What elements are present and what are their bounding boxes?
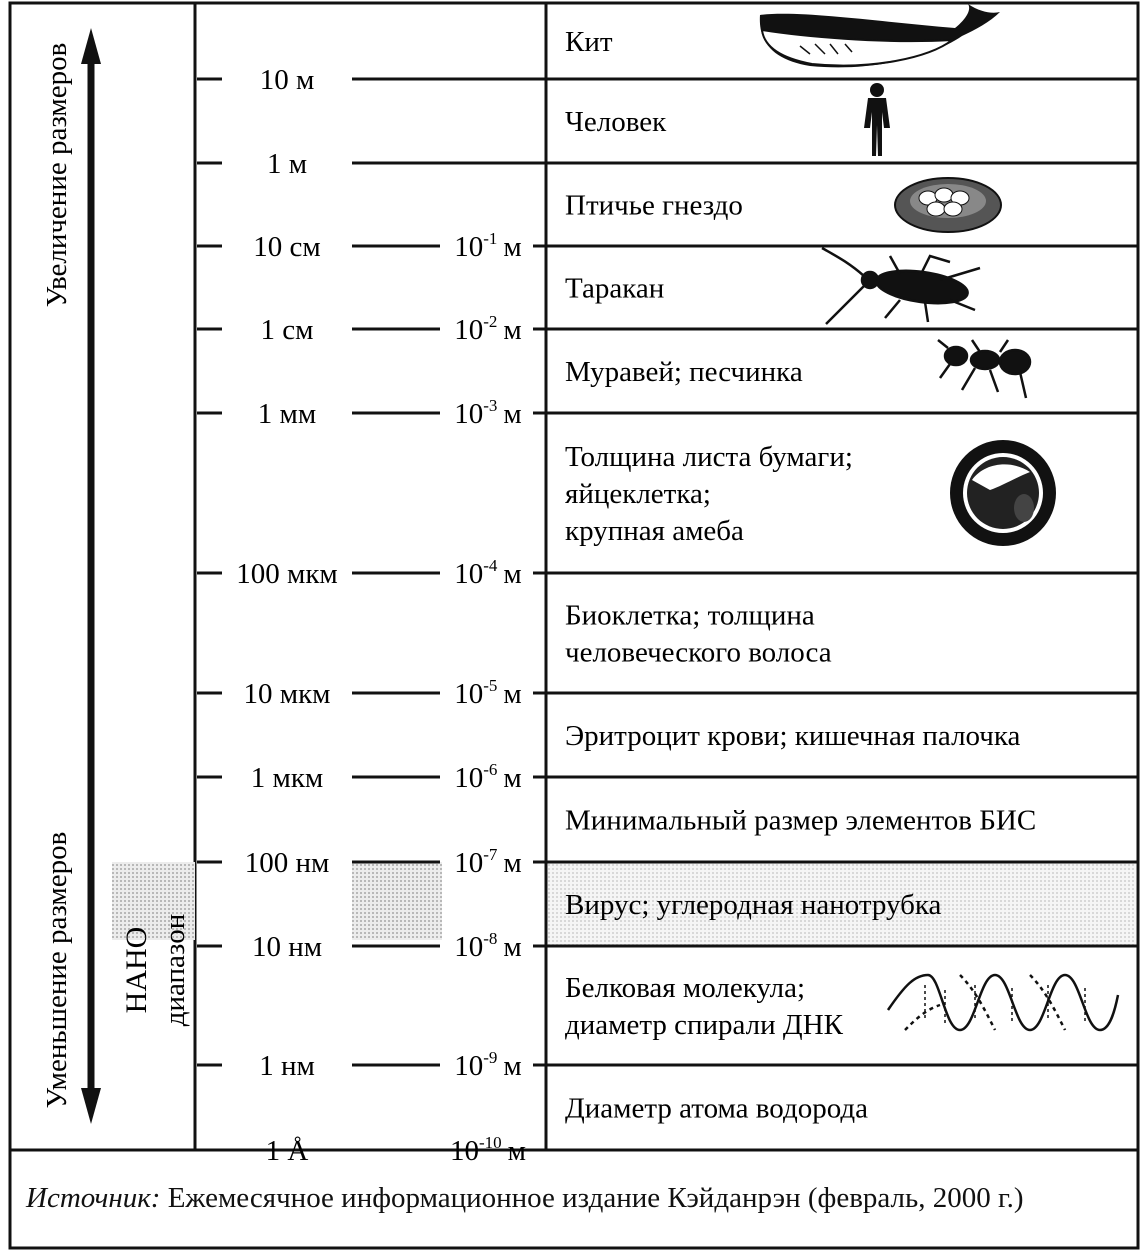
source-citation — [26, 1178, 1126, 1218]
power-unit: м — [503, 931, 522, 963]
power-unit: м — [503, 1050, 522, 1082]
egg-cell-icon — [950, 440, 1056, 546]
power-label — [454, 845, 522, 879]
object-label-line: диаметр спирали ДНК — [565, 1009, 843, 1041]
object-label — [565, 190, 743, 222]
size-label: 10 м — [259, 64, 315, 96]
object-label — [565, 356, 803, 388]
source-label: Источник: — [26, 1182, 161, 1214]
power-exponent: -4 — [483, 556, 498, 575]
power-label — [454, 929, 522, 963]
scale-level — [197, 229, 1138, 263]
size-label: 1 нм — [259, 1050, 315, 1082]
power-exponent: -5 — [483, 676, 498, 695]
object-label-line: яйцеклетка; — [565, 478, 711, 510]
power-base: 10 — [454, 314, 484, 346]
power-unit: м — [503, 762, 522, 794]
size-label: 1 мм — [257, 398, 317, 430]
object-label — [565, 720, 1021, 752]
bird-nest-icon — [895, 178, 1001, 232]
scale-level — [197, 396, 1138, 430]
object-label-line: крупная амеба — [565, 515, 744, 547]
power-base: 10 — [454, 931, 484, 963]
scale-level — [197, 64, 1138, 96]
object-label-line: Толщина листа бумаги; — [565, 441, 853, 473]
size-label: 10 нм — [251, 931, 323, 963]
power-exponent: -6 — [483, 760, 498, 779]
scale-level — [197, 1048, 1138, 1082]
power-label — [454, 676, 522, 710]
power-label — [454, 760, 522, 794]
object-label-line: Биоклетка; толщина — [565, 599, 815, 632]
size-label: 10 см — [253, 231, 321, 263]
power-exponent: -10 — [478, 1133, 502, 1152]
scale-level — [197, 676, 1138, 710]
object-label-line: Эритроцит крови; кишечная палочка — [565, 720, 1021, 752]
power-exponent: -2 — [483, 312, 498, 331]
power-label — [454, 312, 522, 346]
object-label — [565, 972, 844, 1041]
power-exponent: -8 — [483, 929, 498, 948]
power-label — [454, 229, 522, 263]
arrow-up-head — [81, 28, 101, 64]
object-label — [565, 273, 664, 305]
object-label — [565, 1093, 868, 1125]
power-label — [450, 1133, 526, 1167]
power-label — [454, 556, 522, 590]
power-exponent: -1 — [483, 229, 498, 248]
object-label-line: Птичье гнездо — [565, 189, 743, 222]
object-label-line: Таракан — [565, 272, 665, 305]
object-label — [565, 441, 853, 547]
whale-icon — [760, 4, 1000, 67]
object-label-line: Белковая молекула; — [565, 972, 806, 1004]
power-exponent: -9 — [483, 1048, 498, 1067]
power-unit: м — [503, 231, 522, 263]
arrow-down-head — [81, 1088, 101, 1124]
object-label — [565, 106, 667, 138]
power-unit: м — [503, 678, 522, 710]
scale-level — [197, 760, 1138, 794]
power-base: 10 — [454, 231, 484, 263]
cockroach-icon — [822, 248, 980, 324]
dna-helix-icon — [888, 975, 1118, 1030]
size-label: 1 м — [266, 148, 308, 180]
object-label-line: Человек — [565, 106, 667, 138]
nano-range-label: диапазон — [159, 913, 191, 1027]
size-label: 10 мкм — [243, 678, 331, 710]
power-label — [454, 396, 522, 430]
size-label: 1 Å — [265, 1135, 309, 1167]
decrease-size-label: Уменьшение размеров — [41, 831, 73, 1109]
power-unit: м — [503, 847, 522, 879]
object-label-line: Кит — [565, 26, 613, 58]
power-unit: м — [503, 558, 522, 590]
object-label-line: Муравей; песчинка — [565, 356, 803, 388]
power-exponent: -3 — [483, 396, 498, 415]
power-base: 10 — [454, 762, 484, 794]
human-icon — [864, 83, 890, 156]
size-label: 100 мкм — [236, 558, 338, 590]
nano-label: НАНО — [120, 926, 153, 1014]
power-unit: м — [507, 1135, 527, 1167]
power-base: 10 — [454, 558, 484, 590]
object-label — [565, 889, 942, 921]
object-label — [565, 26, 613, 58]
power-label — [454, 1048, 522, 1082]
scale-level — [197, 556, 1138, 590]
size-label: 100 нм — [244, 847, 330, 879]
object-label — [565, 600, 832, 669]
size-label: 1 мкм — [250, 762, 324, 794]
scale-level — [197, 312, 1138, 346]
object-label-line: Диаметр атома водорода — [565, 1092, 869, 1125]
power-base: 10 — [454, 847, 484, 879]
power-base: 10 — [449, 1135, 479, 1167]
scale-level — [197, 148, 1138, 180]
power-exponent: -7 — [483, 845, 498, 864]
source-text: Ежемесячное информационное издание Кэйданрэн (февраль, 2000 г.) — [160, 1182, 1024, 1214]
power-unit: м — [503, 314, 522, 346]
ant-icon — [938, 340, 1030, 398]
object-label-line: человеческого волоса — [565, 636, 832, 669]
power-unit: м — [503, 398, 522, 430]
object-label-line: Минимальный размер элементов БИС — [565, 804, 1037, 837]
object-label — [565, 805, 1036, 837]
size-label: 1 см — [260, 314, 314, 346]
power-base: 10 — [454, 398, 484, 430]
power-base: 10 — [454, 1050, 484, 1082]
object-label-line: Вирус; углеродная нанотрубка — [565, 889, 942, 921]
increase-size-label: Увеличение размеров — [41, 42, 73, 308]
power-base: 10 — [454, 678, 484, 710]
nano-range-shading-scale — [352, 862, 442, 940]
